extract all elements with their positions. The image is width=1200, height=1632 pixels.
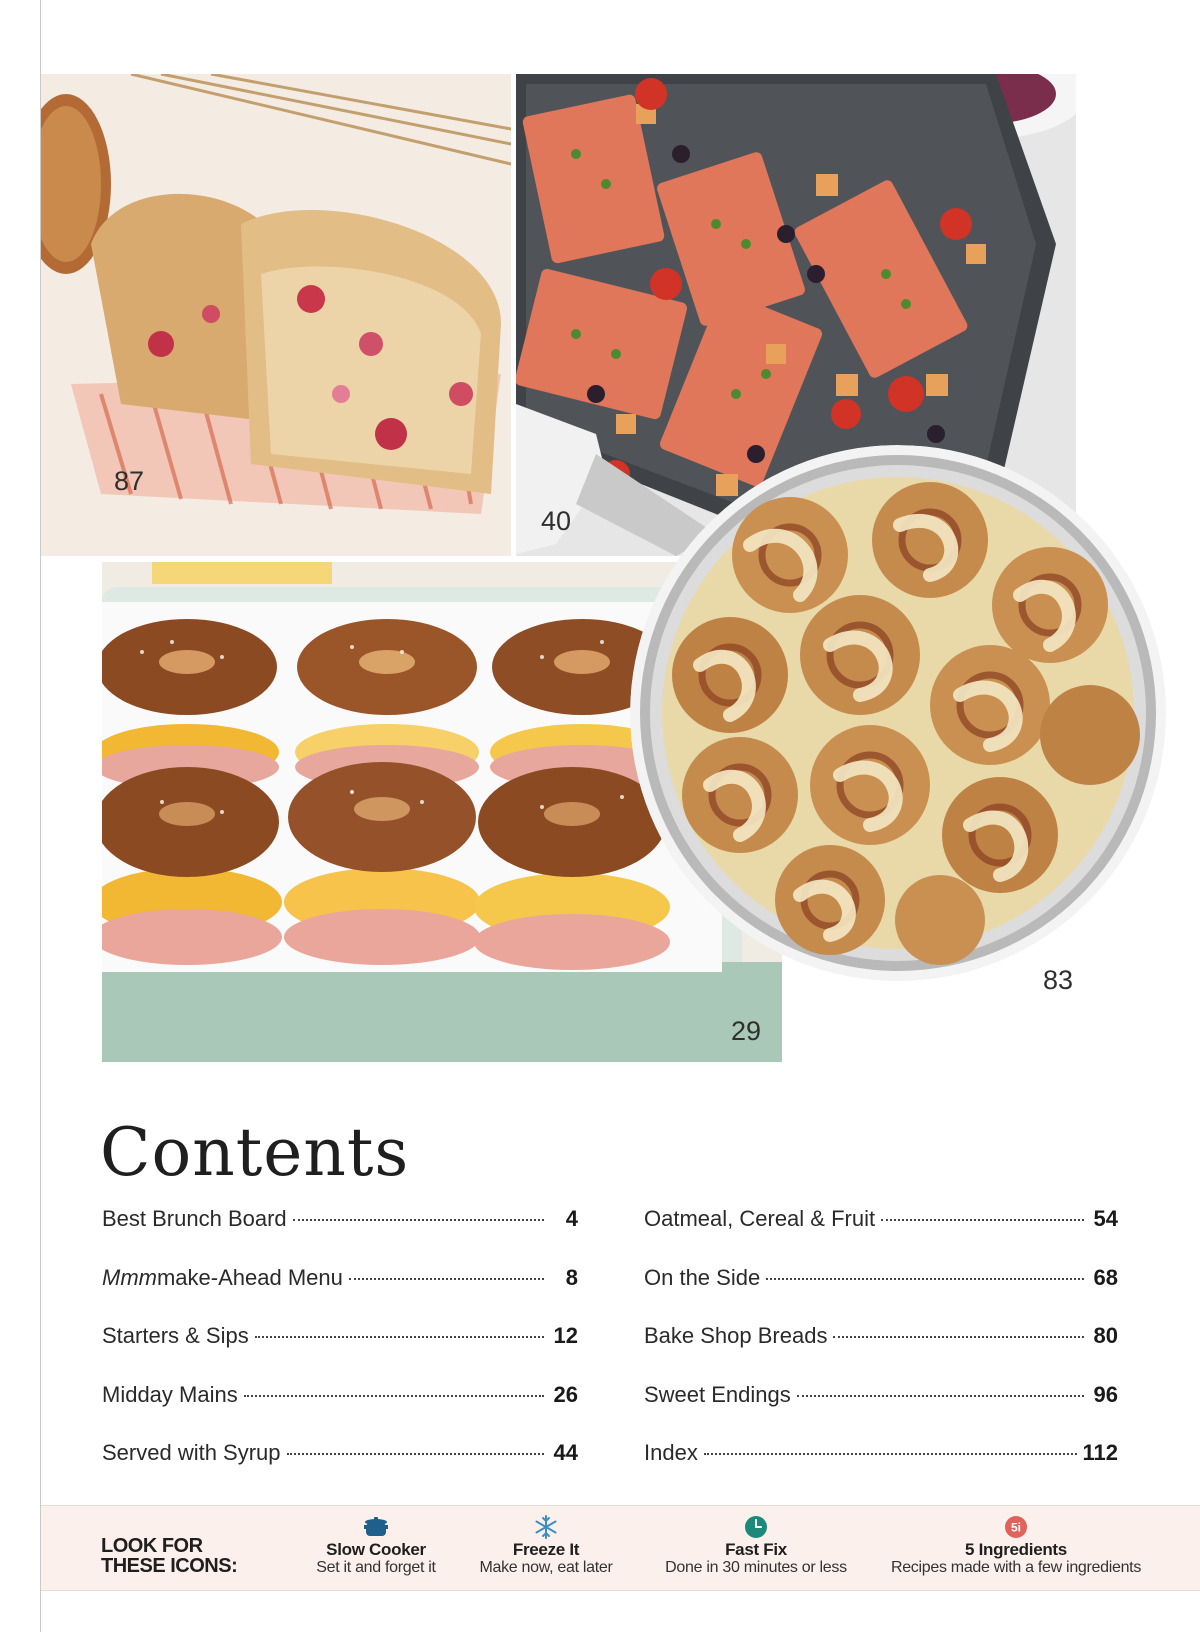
toc-entry[interactable] [644, 1323, 1118, 1382]
legend-item-5-ingredients [871, 1514, 1161, 1577]
legend-item-name: Freeze It [512, 1540, 580, 1559]
dot-leader [797, 1395, 1084, 1397]
toc-entry-page: 54 [1093, 1206, 1118, 1231]
toc-entry[interactable] [644, 1382, 1118, 1441]
toc-entry[interactable] [102, 1382, 578, 1441]
toc-entry[interactable] [102, 1265, 578, 1324]
toc-entry-page: 12 [553, 1323, 578, 1348]
legend-item-name: Slow Cooker [326, 1540, 426, 1559]
toc-entry[interactable] [644, 1265, 1118, 1324]
toc-entry-page: 112 [1082, 1440, 1118, 1465]
dot-leader [255, 1336, 544, 1338]
legend-item-freeze-it [461, 1514, 631, 1577]
dot-leader [766, 1278, 1084, 1280]
snowflake-icon [533, 1514, 559, 1540]
photo-page-number: 83 [1043, 965, 1074, 995]
toc-entry-page: 80 [1093, 1323, 1118, 1348]
dot-leader [287, 1453, 544, 1455]
toc-entry-page: 8 [565, 1264, 578, 1290]
legend-item-fast-fix [641, 1514, 871, 1577]
toc-entry-page: 96 [1093, 1381, 1118, 1407]
photo-page-number: 87 [114, 466, 145, 496]
toc-left-column [102, 1206, 578, 1499]
toc-right-column [644, 1206, 1118, 1499]
contents-title: Contents [100, 1114, 410, 1191]
svg-text:5i: 5i [1010, 1520, 1022, 1535]
toc-entry[interactable] [102, 1206, 578, 1265]
photo-page-number: 40 [541, 506, 572, 536]
toc-entry[interactable] [644, 1206, 1118, 1265]
toc-entry-label: Midday Mains [102, 1381, 238, 1407]
toc-entry-label: Bake Shop Breads [644, 1323, 828, 1348]
legend-item-slow-cooker [291, 1514, 461, 1577]
legend-item-desc: Done in 30 minutes or less [665, 1559, 847, 1576]
toc-entry-label: Mmmmake-Ahead Menu [102, 1264, 343, 1290]
dot-leader [293, 1219, 544, 1221]
cinnamon-rolls-photo [630, 445, 1166, 981]
toc-entry-label: Index [644, 1440, 698, 1465]
toc-entry[interactable] [644, 1440, 1118, 1499]
toc-entry-page: 26 [553, 1381, 578, 1407]
legend-item-desc: Make now, eat later [479, 1559, 613, 1576]
dot-leader [881, 1219, 1084, 1221]
legend-item-desc: Recipes made with a few ingredients [890, 1559, 1142, 1576]
dot-leader [704, 1453, 1077, 1455]
legend-item-name: Fast Fix [725, 1540, 787, 1559]
photo-page-number: 29 [731, 1016, 762, 1046]
toc-entry-page: 44 [553, 1440, 578, 1465]
clock-icon [743, 1514, 769, 1540]
slow-cooker-icon [363, 1514, 389, 1540]
dot-leader [833, 1336, 1084, 1338]
toc-entry-page: 4 [565, 1206, 578, 1231]
five-ingredients-icon [1003, 1514, 1029, 1540]
toc-entry-label: Sweet Endings [644, 1381, 791, 1407]
legend-item-name: 5 Ingredients [965, 1540, 1067, 1559]
toc-entry-label: Oatmeal, Cereal & Fruit [644, 1206, 876, 1231]
toc-entry-label: Starters & Sips [102, 1323, 249, 1348]
dot-leader [244, 1395, 544, 1397]
legend-heading: LOOK FOR THESE ICONS: [101, 1535, 238, 1577]
toc-entry[interactable] [102, 1323, 578, 1382]
icon-legend-bar [41, 1505, 1200, 1591]
toc-entry-label: Served with Syrup [102, 1440, 281, 1465]
toc-entry-page: 68 [1093, 1264, 1118, 1290]
toc-entry[interactable] [102, 1440, 578, 1499]
toc-entry-label: On the Side [644, 1264, 761, 1290]
muffin-photo [41, 74, 511, 556]
dot-leader [349, 1278, 544, 1280]
toc-entry-label: Best Brunch Board [102, 1206, 287, 1231]
legend-item-desc: Set it and forget it [316, 1559, 436, 1576]
